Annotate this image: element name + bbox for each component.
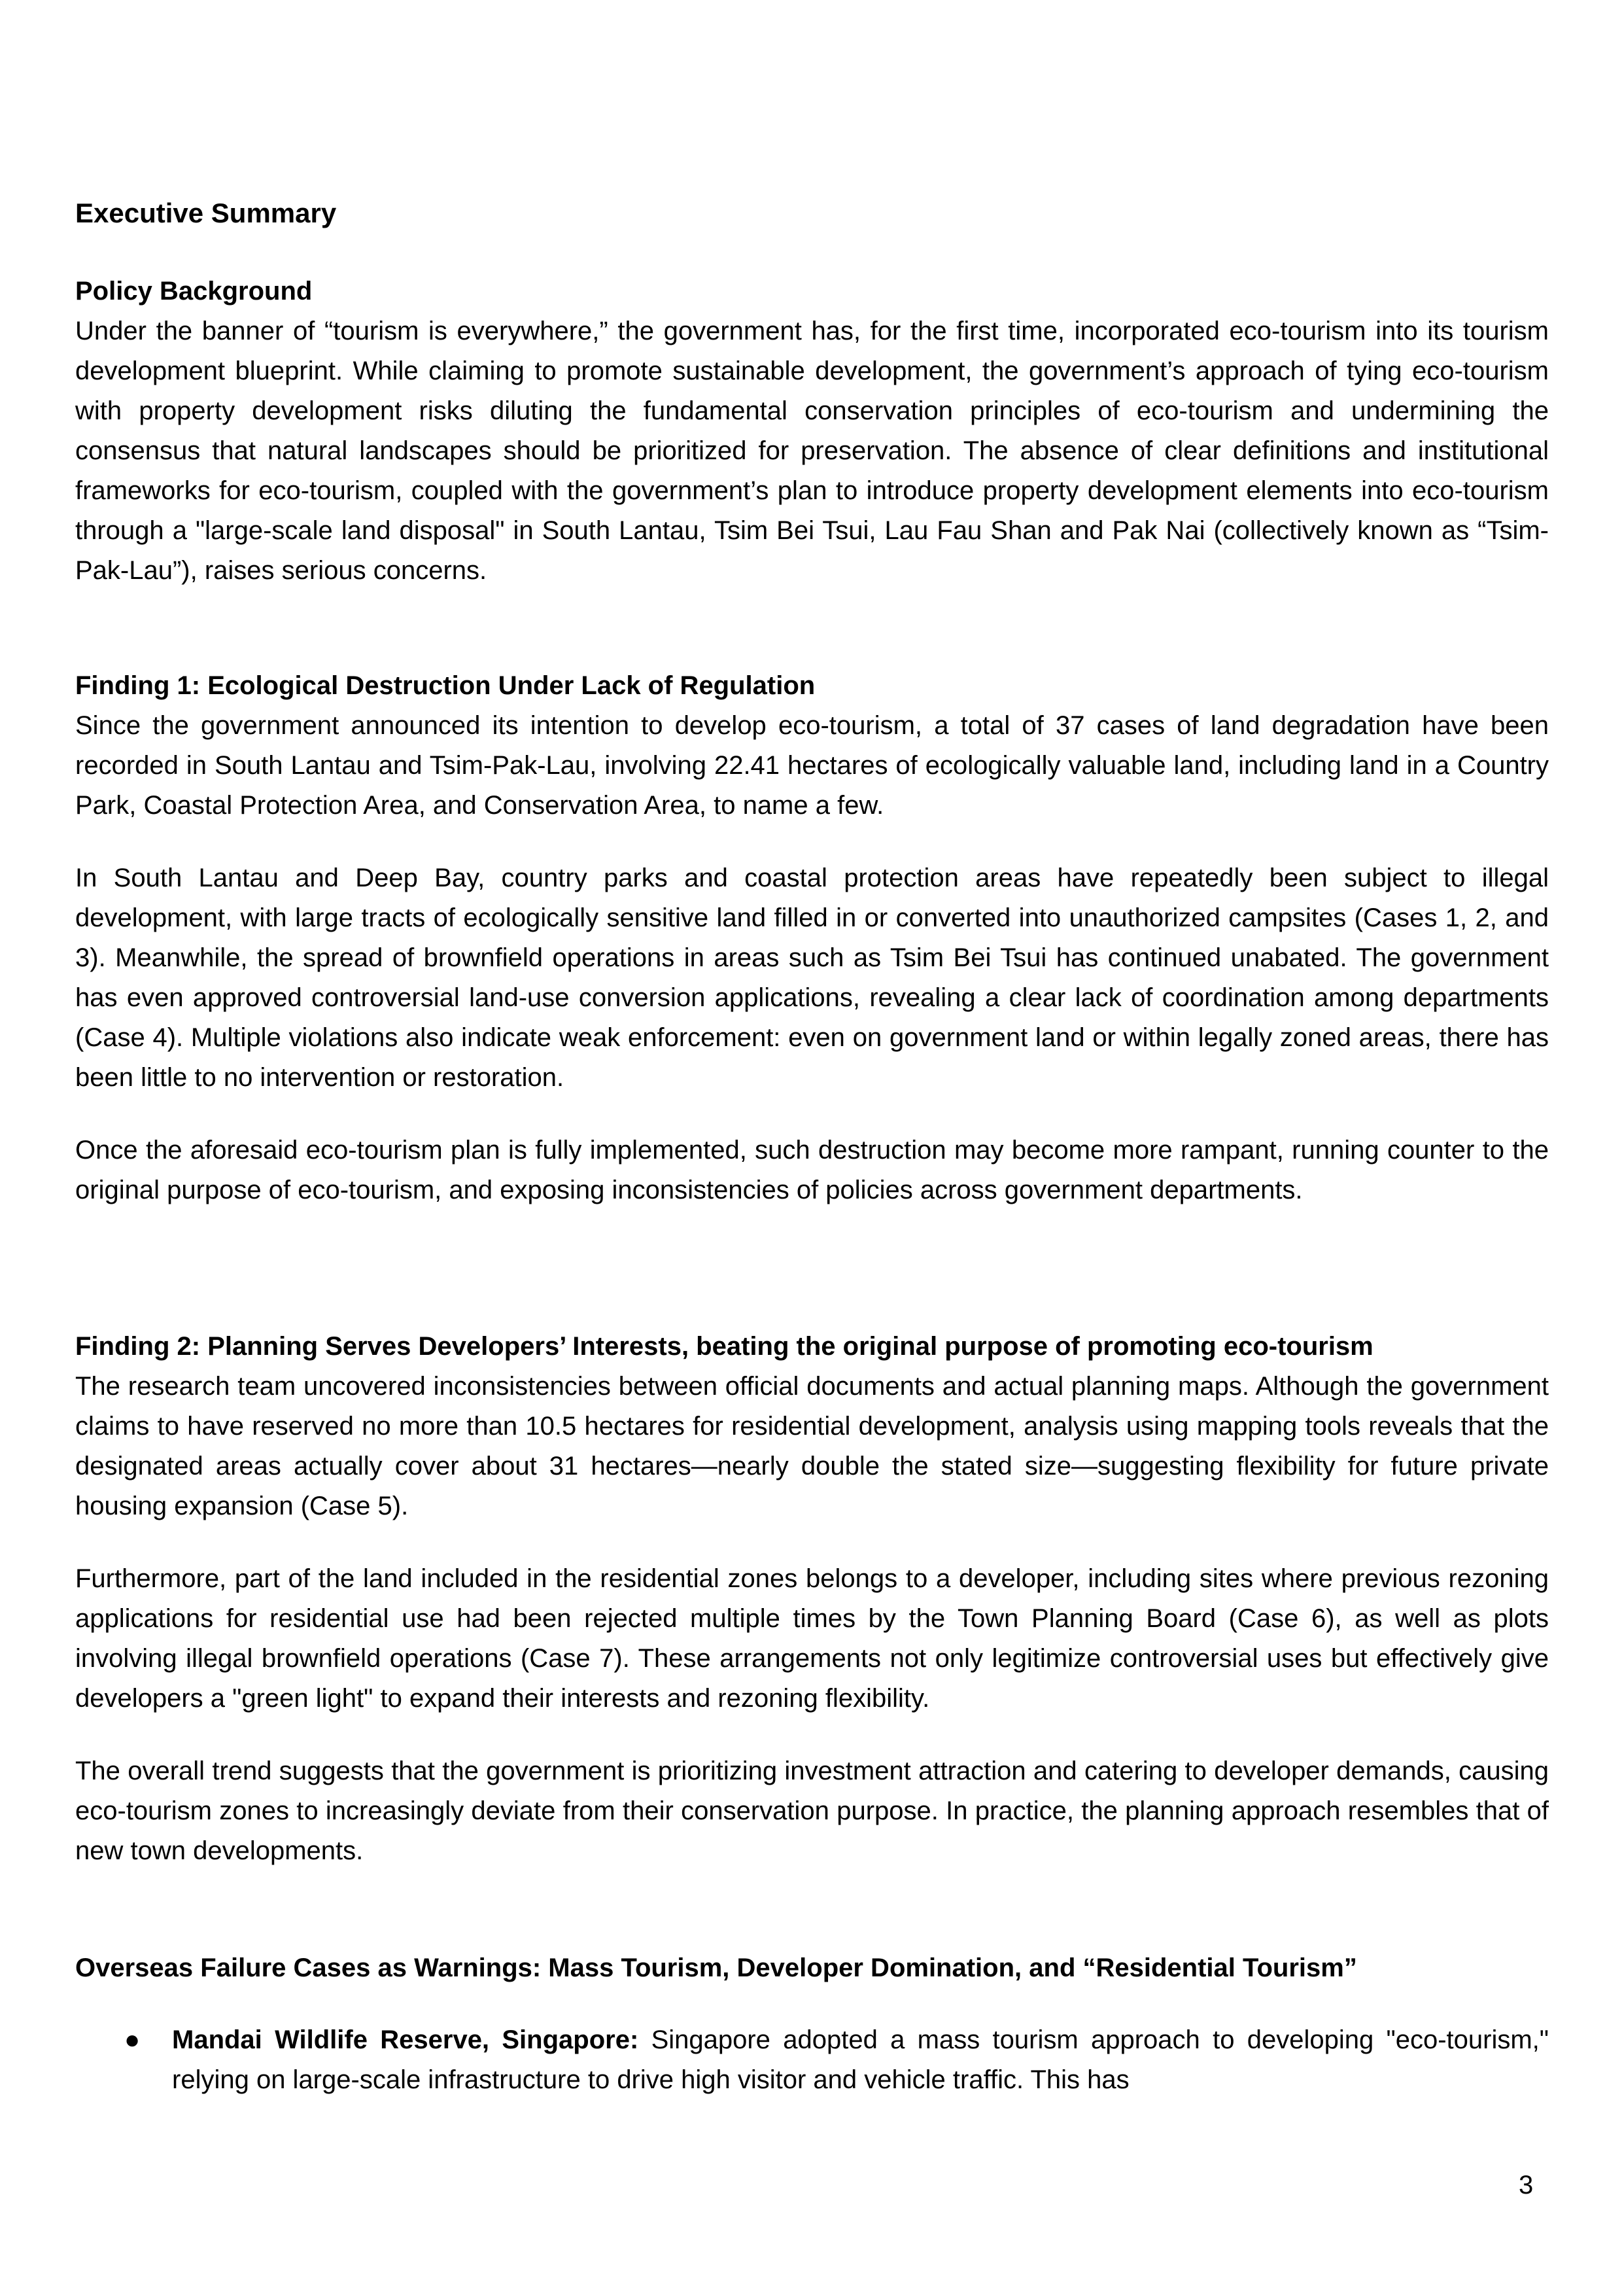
list-item [75,2020,1549,2100]
bullet-text: Singapore adopted a mass tourism approach to developing "eco-tourism," relying on large-scale infrastructure to drive high visitor and vehicle traffic. This has [172,2025,1549,2094]
bullet-icon: ● [124,2025,141,2054]
overseas-case-list [75,2020,1549,2100]
policy-background-paragraph: Under the banner of “tourism is everywhere,” the government has, for the first time, incorporated eco-tourism into its tourism development blueprint. While claiming to promote sustainable development, the government’s approach of tying eco-tourism with property development risks diluting the fundamental conservation principles of eco-tourism and undermining the consensus that natural landscapes should be prioritized for preservation. The absence of clear definitions and institutional frameworks for eco-tourism, coupled with the government’s plan to introduce property development elements into eco-tourism through a "large-scale land disposal" in South Lantau, Tsim Bei Tsui, Lau Fau Shan and Pak Nai (collectively known as “Tsim-Pak-Lau”), raises serious concerns. [75,317,1549,585]
page-title: Executive Summary [75,198,337,228]
finding-2-paragraph-1: The research team uncovered inconsistencies between official documents and actual planning maps. Although the government claims to have reserved no more than 10.5 hectares for residential development, analysis using mapping tools reveals that the designated areas actually cover about 31 hectares—nearly double the stated size—suggesting flexibility for future private housing expansion (Case 5). [75,1372,1549,1520]
overseas-section [75,1948,1549,1988]
policy-background-section [75,272,1549,591]
section-heading-finding-1: Finding 1: Ecological Destruction Under Lack of Regulation [75,671,816,700]
section-heading-finding-2: Finding 2: Planning Serves Developers’ Interests, beating the original purpose of promoting eco-tourism [75,1332,1373,1361]
finding-1-paragraph-1: Since the government announced its intention to develop eco-tourism, a total of 37 cases of land degradation have been recorded in South Lantau and Tsim-Pak-Lau, involving 22.41 hectares of ecologically valuable land, including land in a Country Park, Coastal Protection Area, and Conservation Area, to name a few. [75,711,1549,820]
bullet-label: Mandai Wildlife Reserve, Singapore: [172,2025,639,2054]
finding-2-section [75,1327,1549,1871]
finding-1-paragraph-3: Once the aforesaid eco-tourism plan is fully implemented, such destruction may become more rampant, running counter to the original purpose of eco-tourism, and exposing inconsistencies of policies across government departments. [75,1136,1549,1204]
page-number: 3 [1519,2171,1534,2199]
finding-1-section [75,666,1549,1210]
section-heading-overseas: Overseas Failure Cases as Warnings: Mass Tourism, Developer Domination, and “Residential Tourism” [75,1953,1357,1982]
finding-2-paragraph-3: The overall trend suggests that the government is prioritizing investment attraction and catering to developer demands, causing eco-tourism zones to increasingly deviate from their conservation purpose. In practice, the planning approach resembles that of new town developments. [75,1757,1549,1865]
finding-1-paragraph-2: In South Lantau and Deep Bay, country parks and coastal protection areas have repeatedly been subject to illegal development, with large tracts of ecologically sensitive land filled in or converted into unauthorized campsites (Cases 1, 2, and 3). Meanwhile, the spread of brownfield operations in areas such as Tsim Bei Tsui has continued unabated. The government has even approved controversial land-use conversion applications, revealing a clear lack of coordination among departments (Case 4). Multiple violations also indicate weak enforcement: even on government land or within legally zoned areas, there has been little to no intervention or restoration. [75,864,1549,1092]
finding-2-paragraph-2: Furthermore, part of the land included in the residential zones belongs to a developer, including sites where previous rezoning applications for residential use had been rejected multiple times by the Town Planning Board (Case 6), as well as plots involving illegal brownfield operations (Case 7). These arrangements not only legitimize controversial uses but effectively give developers a "green light" to expand their interests and rezoning flexibility. [75,1564,1549,1713]
section-heading-policy-background: Policy Background [75,277,313,306]
